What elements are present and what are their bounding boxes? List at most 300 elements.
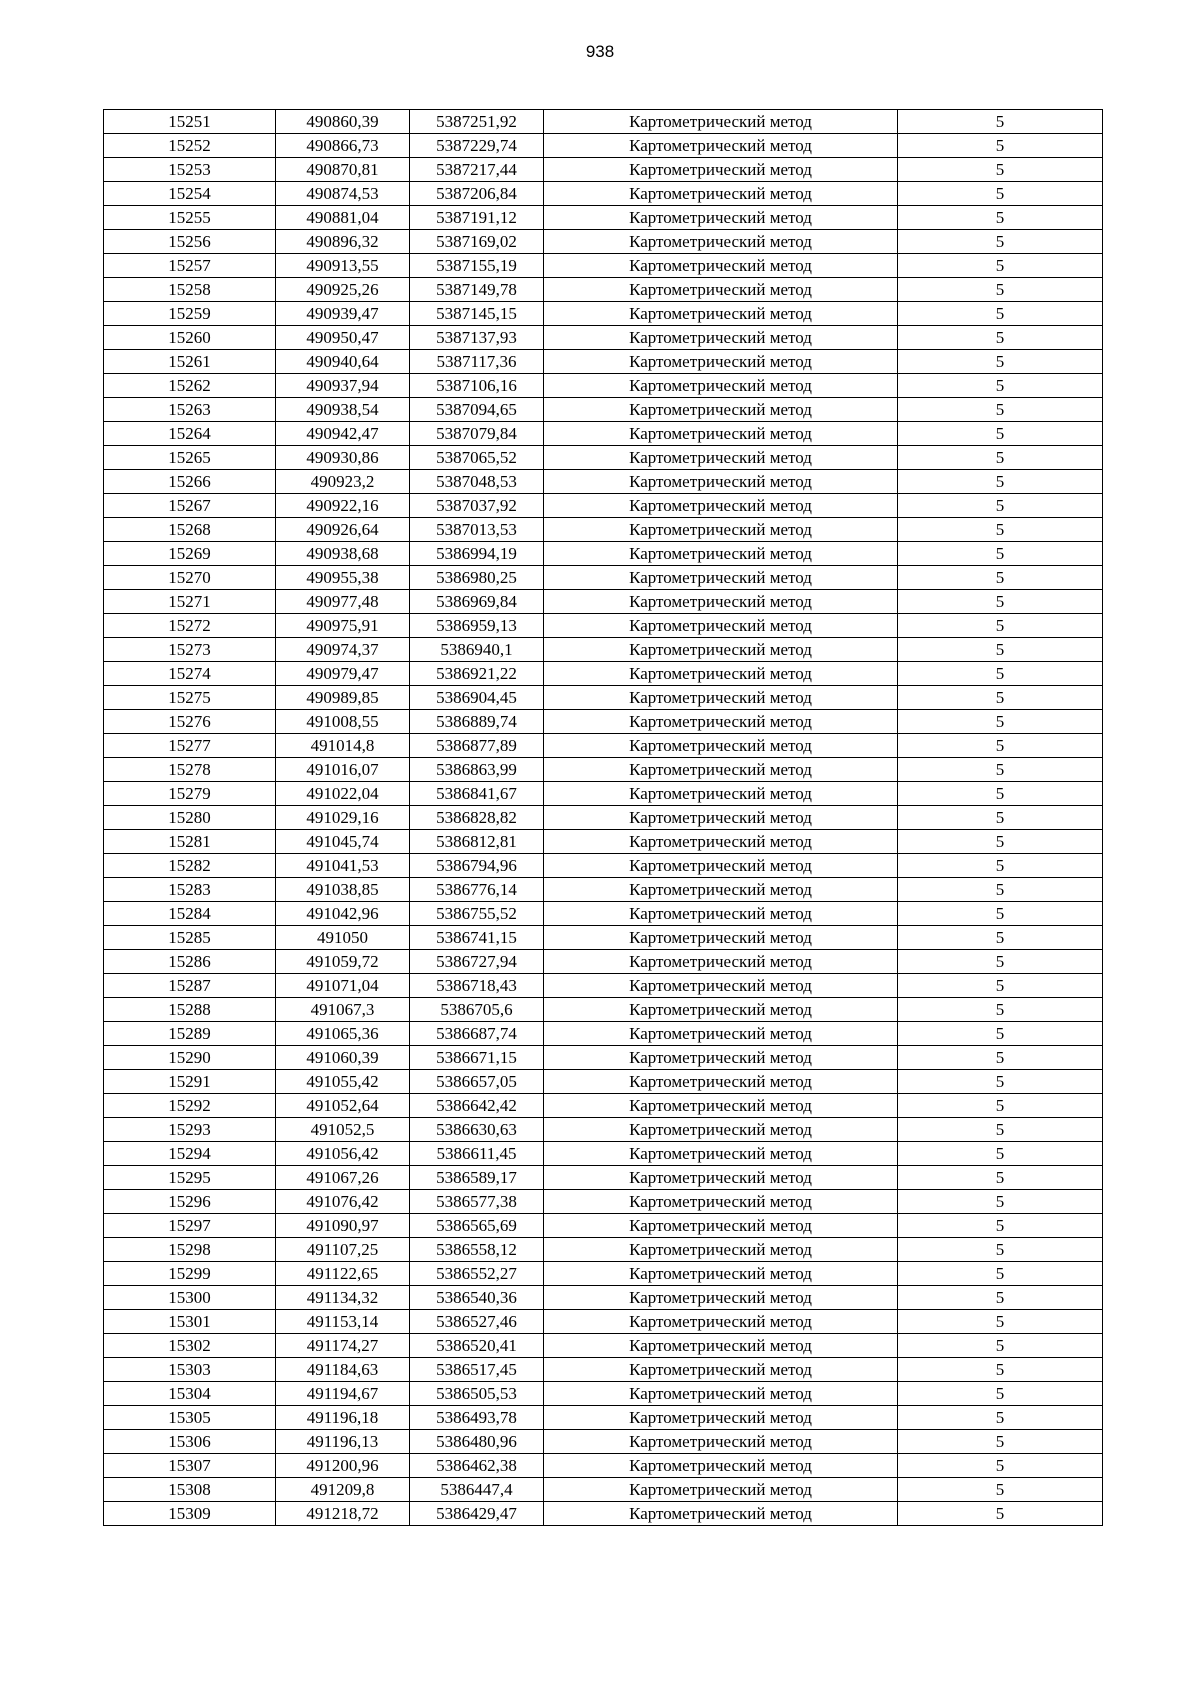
method-cell: Картометрический метод [544, 854, 898, 878]
y-coordinate-cell: 5386812,81 [410, 830, 544, 854]
method-cell: Картометрический метод [544, 1238, 898, 1262]
point-number-cell: 15285 [104, 926, 276, 950]
method-cell: Картометрический метод [544, 110, 898, 134]
table-row [104, 1070, 1103, 1094]
y-coordinate-cell: 5386755,52 [410, 902, 544, 926]
accuracy-cell: 5 [898, 710, 1103, 734]
y-coordinate-cell: 5387145,15 [410, 302, 544, 326]
accuracy-cell: 5 [898, 422, 1103, 446]
method-cell: Картометрический метод [544, 782, 898, 806]
y-coordinate-cell: 5386671,15 [410, 1046, 544, 1070]
point-number-cell: 15280 [104, 806, 276, 830]
point-number-cell: 15284 [104, 902, 276, 926]
method-cell: Картометрический метод [544, 998, 898, 1022]
table-row [104, 1262, 1103, 1286]
accuracy-cell: 5 [898, 494, 1103, 518]
method-cell: Картометрический метод [544, 1310, 898, 1334]
point-number-cell: 15265 [104, 446, 276, 470]
method-cell: Картометрический метод [544, 1022, 898, 1046]
x-coordinate-cell: 491107,25 [276, 1238, 410, 1262]
table-row [104, 326, 1103, 350]
table-row [104, 1022, 1103, 1046]
x-coordinate-cell: 491059,72 [276, 950, 410, 974]
method-cell: Картометрический метод [544, 518, 898, 542]
x-coordinate-cell: 491200,96 [276, 1454, 410, 1478]
point-number-cell: 15282 [104, 854, 276, 878]
method-cell: Картометрический метод [544, 950, 898, 974]
point-number-cell: 15294 [104, 1142, 276, 1166]
method-cell: Картометрический метод [544, 974, 898, 998]
point-number-cell: 15266 [104, 470, 276, 494]
x-coordinate-cell: 490938,54 [276, 398, 410, 422]
point-number-cell: 15275 [104, 686, 276, 710]
x-coordinate-cell: 491196,18 [276, 1406, 410, 1430]
point-number-cell: 15289 [104, 1022, 276, 1046]
table-row [104, 806, 1103, 830]
accuracy-cell: 5 [898, 1454, 1103, 1478]
point-number-cell: 15309 [104, 1502, 276, 1526]
method-cell: Картометрический метод [544, 1070, 898, 1094]
y-coordinate-cell: 5387065,52 [410, 446, 544, 470]
x-coordinate-cell: 490866,73 [276, 134, 410, 158]
point-number-cell: 15270 [104, 566, 276, 590]
y-coordinate-cell: 5386540,36 [410, 1286, 544, 1310]
point-number-cell: 15254 [104, 182, 276, 206]
x-coordinate-cell: 491067,3 [276, 998, 410, 1022]
accuracy-cell: 5 [898, 1334, 1103, 1358]
y-coordinate-cell: 5386520,41 [410, 1334, 544, 1358]
y-coordinate-cell: 5387094,65 [410, 398, 544, 422]
table-row [104, 1046, 1103, 1070]
point-number-cell: 15271 [104, 590, 276, 614]
accuracy-cell: 5 [898, 1142, 1103, 1166]
x-coordinate-cell: 491045,74 [276, 830, 410, 854]
method-cell: Картометрический метод [544, 206, 898, 230]
point-number-cell: 15283 [104, 878, 276, 902]
method-cell: Картометрический метод [544, 686, 898, 710]
table-row [104, 374, 1103, 398]
point-number-cell: 15306 [104, 1430, 276, 1454]
x-coordinate-cell: 490940,64 [276, 350, 410, 374]
x-coordinate-cell: 491218,72 [276, 1502, 410, 1526]
accuracy-cell: 5 [898, 950, 1103, 974]
accuracy-cell: 5 [898, 1238, 1103, 1262]
method-cell: Картометрический метод [544, 134, 898, 158]
y-coordinate-cell: 5387251,92 [410, 110, 544, 134]
method-cell: Картометрический метод [544, 542, 898, 566]
table-row [104, 710, 1103, 734]
accuracy-cell: 5 [898, 566, 1103, 590]
x-coordinate-cell: 490925,26 [276, 278, 410, 302]
table-row [104, 926, 1103, 950]
table-row [104, 206, 1103, 230]
method-cell: Картометрический метод [544, 1262, 898, 1286]
accuracy-cell: 5 [898, 854, 1103, 878]
x-coordinate-cell: 491174,27 [276, 1334, 410, 1358]
y-coordinate-cell: 5386447,4 [410, 1478, 544, 1502]
x-coordinate-cell: 491209,8 [276, 1478, 410, 1502]
point-number-cell: 15286 [104, 950, 276, 974]
table-row [104, 1334, 1103, 1358]
point-number-cell: 15303 [104, 1358, 276, 1382]
x-coordinate-cell: 491052,5 [276, 1118, 410, 1142]
x-coordinate-cell: 491196,13 [276, 1430, 410, 1454]
accuracy-cell: 5 [898, 1406, 1103, 1430]
y-coordinate-cell: 5386994,19 [410, 542, 544, 566]
method-cell: Картометрический метод [544, 1502, 898, 1526]
y-coordinate-cell: 5387149,78 [410, 278, 544, 302]
y-coordinate-cell: 5386776,14 [410, 878, 544, 902]
coordinates-table [103, 109, 1103, 1526]
method-cell: Картометрический метод [544, 254, 898, 278]
method-cell: Картометрический метод [544, 926, 898, 950]
accuracy-cell: 5 [898, 638, 1103, 662]
point-number-cell: 15301 [104, 1310, 276, 1334]
method-cell: Картометрический метод [544, 398, 898, 422]
x-coordinate-cell: 491153,14 [276, 1310, 410, 1334]
accuracy-cell: 5 [898, 926, 1103, 950]
table-row [104, 638, 1103, 662]
table-row [104, 158, 1103, 182]
accuracy-cell: 5 [898, 758, 1103, 782]
method-cell: Картометрический метод [544, 566, 898, 590]
table-row [104, 902, 1103, 926]
y-coordinate-cell: 5386527,46 [410, 1310, 544, 1334]
point-number-cell: 15260 [104, 326, 276, 350]
x-coordinate-cell: 491090,97 [276, 1214, 410, 1238]
accuracy-cell: 5 [898, 1430, 1103, 1454]
accuracy-cell: 5 [898, 878, 1103, 902]
y-coordinate-cell: 5386642,42 [410, 1094, 544, 1118]
method-cell: Картометрический метод [544, 1214, 898, 1238]
table-row [104, 1502, 1103, 1526]
y-coordinate-cell: 5387229,74 [410, 134, 544, 158]
table-row [104, 398, 1103, 422]
table-row [104, 1310, 1103, 1334]
x-coordinate-cell: 491014,8 [276, 734, 410, 758]
point-number-cell: 15257 [104, 254, 276, 278]
accuracy-cell: 5 [898, 1262, 1103, 1286]
accuracy-cell: 5 [898, 1478, 1103, 1502]
accuracy-cell: 5 [898, 902, 1103, 926]
x-coordinate-cell: 490896,32 [276, 230, 410, 254]
accuracy-cell: 5 [898, 1382, 1103, 1406]
accuracy-cell: 5 [898, 158, 1103, 182]
point-number-cell: 15274 [104, 662, 276, 686]
table-row [104, 110, 1103, 134]
table-row [104, 1430, 1103, 1454]
method-cell: Картометрический метод [544, 374, 898, 398]
accuracy-cell: 5 [898, 302, 1103, 326]
y-coordinate-cell: 5386705,6 [410, 998, 544, 1022]
x-coordinate-cell: 490942,47 [276, 422, 410, 446]
accuracy-cell: 5 [898, 278, 1103, 302]
y-coordinate-cell: 5386630,63 [410, 1118, 544, 1142]
table-row [104, 302, 1103, 326]
table-body [104, 110, 1103, 1526]
table-row [104, 350, 1103, 374]
y-coordinate-cell: 5387206,84 [410, 182, 544, 206]
accuracy-cell: 5 [898, 614, 1103, 638]
point-number-cell: 15273 [104, 638, 276, 662]
y-coordinate-cell: 5386505,53 [410, 1382, 544, 1406]
point-number-cell: 15255 [104, 206, 276, 230]
y-coordinate-cell: 5386889,74 [410, 710, 544, 734]
method-cell: Картометрический метод [544, 494, 898, 518]
table-row [104, 1166, 1103, 1190]
method-cell: Картометрический метод [544, 422, 898, 446]
method-cell: Картометрический метод [544, 470, 898, 494]
table-row [104, 254, 1103, 278]
x-coordinate-cell: 491065,36 [276, 1022, 410, 1046]
accuracy-cell: 5 [898, 830, 1103, 854]
x-coordinate-cell: 490955,38 [276, 566, 410, 590]
method-cell: Картометрический метод [544, 902, 898, 926]
page-number: 938 [585, 42, 615, 61]
method-cell: Картометрический метод [544, 614, 898, 638]
accuracy-cell: 5 [898, 326, 1103, 350]
accuracy-cell: 5 [898, 470, 1103, 494]
point-number-cell: 15307 [104, 1454, 276, 1478]
y-coordinate-cell: 5386841,67 [410, 782, 544, 806]
point-number-cell: 15291 [104, 1070, 276, 1094]
x-coordinate-cell: 490950,47 [276, 326, 410, 350]
x-coordinate-cell: 490974,37 [276, 638, 410, 662]
table-row [104, 566, 1103, 590]
x-coordinate-cell: 490930,86 [276, 446, 410, 470]
table-row [104, 1118, 1103, 1142]
y-coordinate-cell: 5387048,53 [410, 470, 544, 494]
x-coordinate-cell: 490913,55 [276, 254, 410, 278]
y-coordinate-cell: 5386741,15 [410, 926, 544, 950]
method-cell: Картометрический метод [544, 1406, 898, 1430]
method-cell: Картометрический метод [544, 326, 898, 350]
accuracy-cell: 5 [898, 206, 1103, 230]
y-coordinate-cell: 5387037,92 [410, 494, 544, 518]
method-cell: Картометрический метод [544, 446, 898, 470]
y-coordinate-cell: 5387013,53 [410, 518, 544, 542]
table-row [104, 878, 1103, 902]
method-cell: Картометрический метод [544, 806, 898, 830]
y-coordinate-cell: 5386611,45 [410, 1142, 544, 1166]
accuracy-cell: 5 [898, 1358, 1103, 1382]
y-coordinate-cell: 5386577,38 [410, 1190, 544, 1214]
point-number-cell: 15252 [104, 134, 276, 158]
y-coordinate-cell: 5386828,82 [410, 806, 544, 830]
x-coordinate-cell: 491038,85 [276, 878, 410, 902]
y-coordinate-cell: 5387106,16 [410, 374, 544, 398]
y-coordinate-cell: 5386940,1 [410, 638, 544, 662]
table-row [104, 446, 1103, 470]
accuracy-cell: 5 [898, 1166, 1103, 1190]
x-coordinate-cell: 491050 [276, 926, 410, 950]
x-coordinate-cell: 491067,26 [276, 1166, 410, 1190]
y-coordinate-cell: 5386429,47 [410, 1502, 544, 1526]
y-coordinate-cell: 5386794,96 [410, 854, 544, 878]
point-number-cell: 15308 [104, 1478, 276, 1502]
accuracy-cell: 5 [898, 254, 1103, 278]
y-coordinate-cell: 5387169,02 [410, 230, 544, 254]
method-cell: Картометрический метод [544, 734, 898, 758]
table-row [104, 1286, 1103, 1310]
y-coordinate-cell: 5386727,94 [410, 950, 544, 974]
x-coordinate-cell: 491184,63 [276, 1358, 410, 1382]
x-coordinate-cell: 491041,53 [276, 854, 410, 878]
y-coordinate-cell: 5387117,36 [410, 350, 544, 374]
method-cell: Картометрический метод [544, 278, 898, 302]
table-row [104, 470, 1103, 494]
method-cell: Картометрический метод [544, 1286, 898, 1310]
point-number-cell: 15298 [104, 1238, 276, 1262]
accuracy-cell: 5 [898, 1214, 1103, 1238]
accuracy-cell: 5 [898, 1070, 1103, 1094]
method-cell: Картометрический метод [544, 1334, 898, 1358]
method-cell: Картометрический метод [544, 590, 898, 614]
y-coordinate-cell: 5386877,89 [410, 734, 544, 758]
table-row [104, 1214, 1103, 1238]
point-number-cell: 15292 [104, 1094, 276, 1118]
x-coordinate-cell: 490938,68 [276, 542, 410, 566]
table-row [104, 998, 1103, 1022]
method-cell: Картометрический метод [544, 878, 898, 902]
accuracy-cell: 5 [898, 1118, 1103, 1142]
table-row [104, 542, 1103, 566]
x-coordinate-cell: 490937,94 [276, 374, 410, 398]
table-row [104, 950, 1103, 974]
accuracy-cell: 5 [898, 230, 1103, 254]
accuracy-cell: 5 [898, 182, 1103, 206]
accuracy-cell: 5 [898, 590, 1103, 614]
y-coordinate-cell: 5386687,74 [410, 1022, 544, 1046]
x-coordinate-cell: 491052,64 [276, 1094, 410, 1118]
y-coordinate-cell: 5386493,78 [410, 1406, 544, 1430]
point-number-cell: 15276 [104, 710, 276, 734]
x-coordinate-cell: 490874,53 [276, 182, 410, 206]
x-coordinate-cell: 491055,42 [276, 1070, 410, 1094]
table-row [104, 662, 1103, 686]
accuracy-cell: 5 [898, 518, 1103, 542]
method-cell: Картометрический метод [544, 182, 898, 206]
x-coordinate-cell: 490975,91 [276, 614, 410, 638]
table-row [104, 278, 1103, 302]
point-number-cell: 15256 [104, 230, 276, 254]
y-coordinate-cell: 5386517,45 [410, 1358, 544, 1382]
y-coordinate-cell: 5387079,84 [410, 422, 544, 446]
table-row [104, 1382, 1103, 1406]
accuracy-cell: 5 [898, 398, 1103, 422]
accuracy-cell: 5 [898, 1190, 1103, 1214]
y-coordinate-cell: 5386552,27 [410, 1262, 544, 1286]
method-cell: Картометрический метод [544, 662, 898, 686]
table-row [104, 758, 1103, 782]
x-coordinate-cell: 490870,81 [276, 158, 410, 182]
accuracy-cell: 5 [898, 110, 1103, 134]
y-coordinate-cell: 5387155,19 [410, 254, 544, 278]
y-coordinate-cell: 5386921,22 [410, 662, 544, 686]
method-cell: Картометрический метод [544, 1142, 898, 1166]
point-number-cell: 15267 [104, 494, 276, 518]
point-number-cell: 15258 [104, 278, 276, 302]
y-coordinate-cell: 5386565,69 [410, 1214, 544, 1238]
method-cell: Картометрический метод [544, 1454, 898, 1478]
accuracy-cell: 5 [898, 1046, 1103, 1070]
point-number-cell: 15262 [104, 374, 276, 398]
x-coordinate-cell: 491060,39 [276, 1046, 410, 1070]
point-number-cell: 15251 [104, 110, 276, 134]
table-row [104, 518, 1103, 542]
point-number-cell: 15277 [104, 734, 276, 758]
x-coordinate-cell: 491071,04 [276, 974, 410, 998]
table-row [104, 1094, 1103, 1118]
point-number-cell: 15272 [104, 614, 276, 638]
x-coordinate-cell: 490977,48 [276, 590, 410, 614]
x-coordinate-cell: 490979,47 [276, 662, 410, 686]
accuracy-cell: 5 [898, 1286, 1103, 1310]
point-number-cell: 15299 [104, 1262, 276, 1286]
point-number-cell: 15287 [104, 974, 276, 998]
table-row [104, 422, 1103, 446]
x-coordinate-cell: 491016,07 [276, 758, 410, 782]
method-cell: Картометрический метод [544, 230, 898, 254]
accuracy-cell: 5 [898, 350, 1103, 374]
point-number-cell: 15281 [104, 830, 276, 854]
table-row [104, 590, 1103, 614]
x-coordinate-cell: 491122,65 [276, 1262, 410, 1286]
method-cell: Картометрический метод [544, 638, 898, 662]
table-row [104, 1238, 1103, 1262]
table-row [104, 830, 1103, 854]
x-coordinate-cell: 491022,04 [276, 782, 410, 806]
y-coordinate-cell: 5386969,84 [410, 590, 544, 614]
point-number-cell: 15269 [104, 542, 276, 566]
method-cell: Картометрический метод [544, 1358, 898, 1382]
y-coordinate-cell: 5386462,38 [410, 1454, 544, 1478]
table-row [104, 1358, 1103, 1382]
accuracy-cell: 5 [898, 734, 1103, 758]
table-row [104, 230, 1103, 254]
y-coordinate-cell: 5386480,96 [410, 1430, 544, 1454]
x-coordinate-cell: 491134,32 [276, 1286, 410, 1310]
point-number-cell: 15288 [104, 998, 276, 1022]
x-coordinate-cell: 490939,47 [276, 302, 410, 326]
y-coordinate-cell: 5386718,43 [410, 974, 544, 998]
accuracy-cell: 5 [898, 1022, 1103, 1046]
y-coordinate-cell: 5386980,25 [410, 566, 544, 590]
y-coordinate-cell: 5386589,17 [410, 1166, 544, 1190]
method-cell: Картометрический метод [544, 1046, 898, 1070]
accuracy-cell: 5 [898, 686, 1103, 710]
accuracy-cell: 5 [898, 446, 1103, 470]
method-cell: Картометрический метод [544, 1190, 898, 1214]
point-number-cell: 15263 [104, 398, 276, 422]
method-cell: Картометрический метод [544, 1430, 898, 1454]
point-number-cell: 15253 [104, 158, 276, 182]
table-row [104, 974, 1103, 998]
table-row [104, 854, 1103, 878]
x-coordinate-cell: 491076,42 [276, 1190, 410, 1214]
accuracy-cell: 5 [898, 782, 1103, 806]
y-coordinate-cell: 5387191,12 [410, 206, 544, 230]
x-coordinate-cell: 490923,2 [276, 470, 410, 494]
y-coordinate-cell: 5387217,44 [410, 158, 544, 182]
point-number-cell: 15295 [104, 1166, 276, 1190]
method-cell: Картометрический метод [544, 710, 898, 734]
method-cell: Картометрический метод [544, 830, 898, 854]
x-coordinate-cell: 490926,64 [276, 518, 410, 542]
method-cell: Картометрический метод [544, 1382, 898, 1406]
point-number-cell: 15302 [104, 1334, 276, 1358]
x-coordinate-cell: 490860,39 [276, 110, 410, 134]
